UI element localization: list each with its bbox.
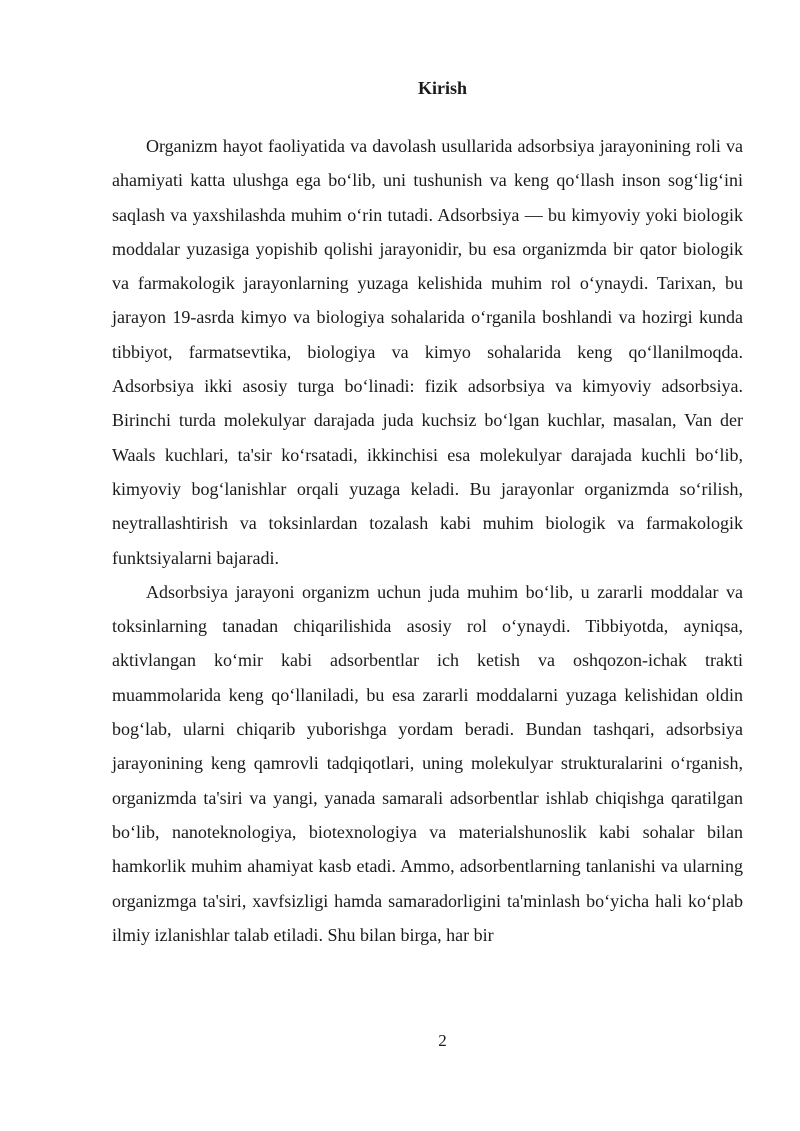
paragraph-1: Organizm hayot faoliyatida va davolash usullarida adsorbsiya jarayonining roli va ahamiyati katta ulushga ega bo‘lib, uni tushunish va keng qo‘llash inson sog‘lig‘ini saqlash va yaxshilashda muhim o‘rin tutadi. Adsorbsiya — bu kimyoviy yoki biologik moddalar yuzasiga yopishib qolishi jarayonidir, bu esa organizmda bir qator biologik va farmakologik jarayonlarning yuzaga kelishida muhim rol o‘ynaydi. Tarixan, bu jarayon 19-asrda kimyo va biologiya sohalarida o‘rganila boshlandi va hozirgi kunda tibbiyot, farmatsevtika, biologiya va kimyo sohalarida keng qo‘llanilmoqda. Adsorbsiya ikki asosiy turga bo‘linadi: fizik adsorbsiya va kimyoviy adsorbsiya. Birinchi turda molekulyar darajada juda kuchsiz bo‘lgan kuchlar, masalan, Van der Waals kuchlari, ta'sir ko‘rsatadi, ikkinchisi esa molekulyar darajada kuchli bo‘lib, kimyoviy bog‘lanishlar orqali yuzaga keladi. Bu jarayonlar organizmda so‘rilish, neytrallashtirish va toksinlardan tozalash kabi muhim biologik va farmakologik funktsiyalarni bajaradi. (112, 136, 743, 568)
paragraph-2: Adsorbsiya jarayoni organizm uchun juda muhim bo‘lib, u zararli moddalar va toksinlarning tanadan chiqarilishida asosiy rol o‘ynaydi. Tibbiyotda, ayniqsa, aktivlangan ko‘mir kabi adsorbentlar ich ketish va oshqozon-ichak trakti muammolarida keng qo‘llaniladi, bu esa zararli moddalarni yuzaga kelishidan oldin bog‘lab, ularni chiqarib yuborishga yordam beradi. Bundan tashqari, adsorbsiya jarayonining keng qamrovli tadqiqotlari, uning molekulyar strukturalarini o‘rganish, organizmda ta'siri va yangi, yanada samarali adsorbentlar ishlab chiqishga qaratilgan bo‘lib, nanoteknologiya, biotexnologiya va materialshunoslik kabi sohalar bilan hamkorlik muhim ahamiyat kasb etadi. Ammo, adsorbentlarning tanlanishi va ularning organizmga ta'siri, xavfsizligi hamda samaradorligini ta'minlash bo‘yicha hali ko‘plab ilmiy izlanishlar talab etiladi. Shu bilan birga, har bir (112, 581, 743, 945)
page-title: Kirish (417, 78, 467, 98)
page-number: 2 (438, 1031, 447, 1050)
body-text (112, 129, 743, 952)
